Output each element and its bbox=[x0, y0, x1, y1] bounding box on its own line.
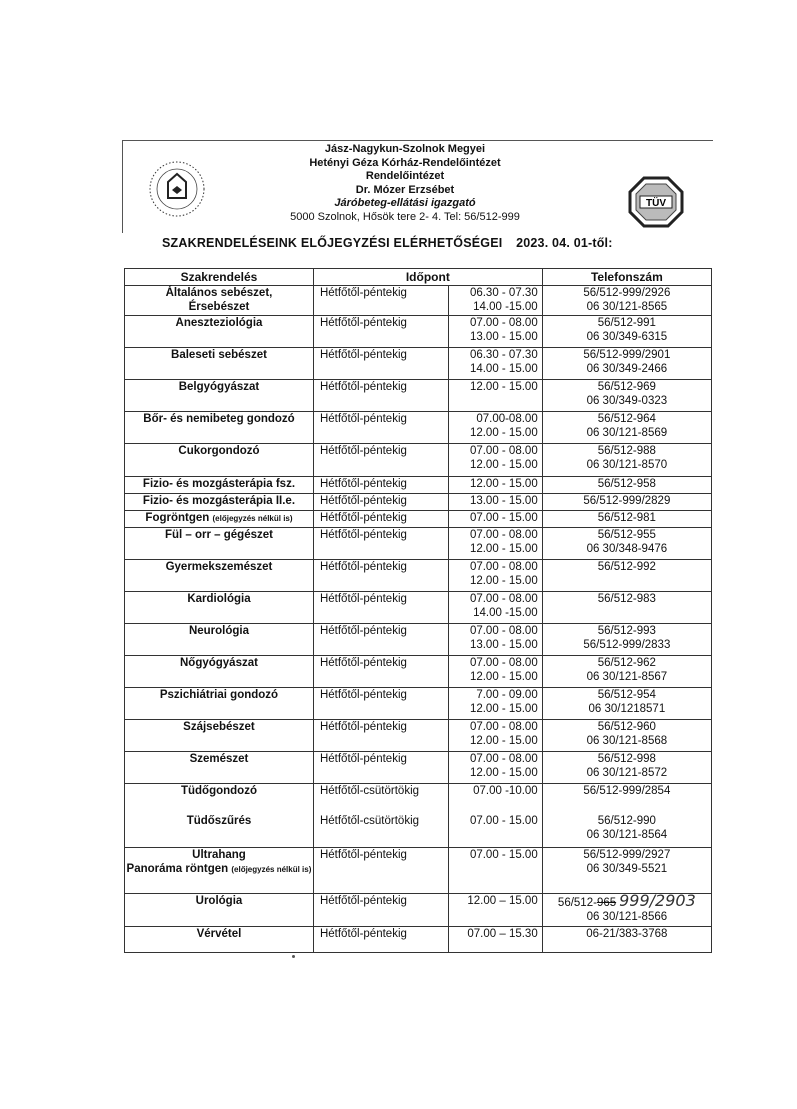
cell-line-h2: 13.00 - 15.00 bbox=[469, 639, 538, 651]
phone-prefix: 56/512- bbox=[557, 897, 597, 909]
table-row bbox=[125, 656, 712, 688]
cell-line-h1: 06.30 - 07.30 bbox=[469, 287, 538, 299]
phone-cell bbox=[542, 286, 711, 316]
phone-cell bbox=[542, 592, 711, 624]
hours-cell bbox=[449, 720, 543, 752]
cell-line-p1: 56/512-969 bbox=[597, 381, 656, 393]
phone-cell bbox=[542, 528, 711, 560]
cell-line-spec: Neurológia bbox=[188, 625, 249, 637]
hours-cell bbox=[449, 477, 543, 494]
institution-header bbox=[255, 143, 555, 224]
cell-line-h1: 12.00 - 15.00 bbox=[469, 381, 538, 393]
cell-line-spec: Nőgyógyászat bbox=[179, 657, 258, 669]
table-row bbox=[125, 848, 712, 894]
cell-line-p1: 56/512-954 bbox=[597, 689, 656, 701]
cell-line-h2: 12.00 - 15.00 bbox=[469, 459, 538, 471]
cell-line-p2: 06 30/349-5521 bbox=[586, 863, 668, 875]
cell-line-h1: 07.00 - 08.00 bbox=[469, 721, 538, 733]
cell-line-h1: 07.00 -10.00 bbox=[473, 785, 538, 797]
cell-line-days: Hétfőtől-péntekig bbox=[319, 495, 407, 507]
specialty-cell bbox=[125, 784, 314, 848]
cell-line-h2: 12.00 - 15.00 bbox=[469, 767, 538, 779]
specialty-second-name: Panoráma röntgen bbox=[126, 863, 229, 875]
specialty-cell bbox=[125, 560, 314, 592]
cell-line-h1: 06.30 - 07.30 bbox=[469, 349, 538, 361]
days-cell bbox=[313, 624, 448, 656]
cell-line-days: Hétfőtől-péntekig bbox=[319, 413, 407, 425]
hours-cell bbox=[449, 316, 543, 348]
specialty-cell bbox=[125, 720, 314, 752]
column-header-phone: Telefonszám bbox=[542, 269, 711, 286]
specialty-name: Fogröntgen bbox=[145, 512, 210, 524]
table-row bbox=[125, 286, 712, 316]
cell-line-p2: 06 30/349-6315 bbox=[586, 331, 668, 343]
phone-cell bbox=[542, 412, 711, 444]
cell-line-spec: Fizio- és mozgásterápia fsz. bbox=[142, 478, 296, 490]
phone-cell bbox=[542, 477, 711, 494]
column-header-specialty: Szakrendelés bbox=[125, 269, 314, 286]
phone-struck-digits: 965 bbox=[596, 897, 617, 909]
document-subtitle bbox=[162, 236, 613, 250]
cell-line-spec: Ultrahang bbox=[192, 849, 246, 861]
cell-line-h2: 14.00 - 15.00 bbox=[469, 363, 538, 375]
cell-line-h2: 12.00 - 15.00 bbox=[469, 703, 538, 715]
cell-line-p1: 56/512-999/2926 bbox=[583, 287, 671, 299]
hours-cell bbox=[449, 656, 543, 688]
phone-cell bbox=[542, 720, 711, 752]
cell-line-h1: 07.00 - 08.00 bbox=[469, 625, 538, 637]
tuv-logo-text: TÜV bbox=[646, 198, 666, 209]
cell-line-days: Hétfőtől-péntekig bbox=[319, 895, 407, 907]
cell-line-p1: 56/512-983 bbox=[597, 593, 656, 605]
cell-line-p2: 06 30/349-0323 bbox=[586, 395, 668, 407]
table-header-row bbox=[125, 269, 712, 286]
cell-line-spec: Bőr- és nemibeteg gondozó bbox=[143, 413, 295, 425]
hours-cell bbox=[449, 412, 543, 444]
stray-mark bbox=[292, 955, 295, 958]
cell-line-spec: Szájsebészet bbox=[183, 721, 255, 733]
cell-line-days: Hétfőtől-péntekig bbox=[319, 721, 407, 733]
cell-line-p2: 06 30/121-8570 bbox=[586, 459, 668, 471]
cell-line-p2: 56/512-990 bbox=[597, 815, 656, 827]
table-row bbox=[125, 477, 712, 494]
cell-line-days: Hétfőtől-péntekig bbox=[319, 317, 407, 329]
cell-line-p1: 06-21/383-3768 bbox=[586, 928, 668, 940]
phone-cell bbox=[542, 891, 711, 927]
specialty-cell bbox=[125, 477, 314, 494]
specialty-cell bbox=[125, 444, 314, 477]
cell-line-h1: 12.00 – 15.00 bbox=[467, 895, 538, 907]
hours-cell bbox=[449, 927, 543, 953]
cell-line-p1: 56/512-999/2829 bbox=[583, 495, 671, 507]
cell-line-spec2: Tüdőszűrés bbox=[186, 815, 252, 827]
table-row bbox=[125, 528, 712, 560]
cell-line-spec: Gyermekszemészet bbox=[165, 561, 273, 573]
cell-line-days: Hétfőtől-péntekig bbox=[319, 445, 407, 457]
cell-line-p2: 56/512-999/2833 bbox=[583, 639, 671, 651]
specialty-note: (előjegyzés nélkül is) bbox=[212, 514, 293, 523]
phone-cell bbox=[542, 624, 711, 656]
specialty-with-note bbox=[125, 511, 313, 526]
cell-line-days: Hétfőtől-péntekig bbox=[319, 657, 407, 669]
cell-line-h1: 13.00 - 15.00 bbox=[469, 495, 538, 507]
cell-line-p2: 06 30/348-9476 bbox=[586, 543, 668, 555]
specialty-cell bbox=[125, 752, 314, 784]
specialty-cell bbox=[125, 511, 314, 528]
cell-line-days: Hétfőtől-péntekig bbox=[319, 287, 407, 299]
cell-line-days: Hétfőtől-péntekig bbox=[319, 381, 407, 393]
schedule-table bbox=[124, 268, 712, 953]
days-cell bbox=[313, 927, 448, 953]
cell-line-h2: 13.00 - 15.00 bbox=[469, 331, 538, 343]
hours-cell bbox=[449, 592, 543, 624]
table-row bbox=[125, 688, 712, 720]
cell-line-p1: 56/512-981 bbox=[597, 512, 656, 524]
phone-cell bbox=[542, 316, 711, 348]
hours-cell bbox=[449, 511, 543, 528]
county-line: Jász-Nagykun-Szolnok Megyei bbox=[324, 143, 486, 155]
department-name: Rendelőintézet bbox=[365, 170, 445, 182]
cell-line-h1: 07.00 - 08.00 bbox=[469, 317, 538, 329]
cell-line-h2: 12.00 - 15.00 bbox=[469, 735, 538, 747]
table-row bbox=[125, 316, 712, 348]
cell-line-h1: 7.00 - 09.00 bbox=[476, 689, 538, 701]
specialty-cell bbox=[125, 316, 314, 348]
phone-cell bbox=[542, 752, 711, 784]
hours-cell bbox=[449, 624, 543, 656]
days-cell bbox=[313, 656, 448, 688]
specialty-cell bbox=[125, 494, 314, 511]
cell-line-p1: 56/512-960 bbox=[597, 721, 656, 733]
subtitle-date: 2023. 04. 01-től: bbox=[516, 236, 613, 250]
cell-line-h1: 07.00 - 15.00 bbox=[469, 512, 538, 524]
hours-cell bbox=[449, 688, 543, 720]
table-row bbox=[125, 784, 712, 848]
cell-line-p3: 06 30/121-8564 bbox=[586, 829, 668, 841]
cell-line-p1: 56/512-955 bbox=[597, 529, 656, 541]
specialty-cell bbox=[125, 688, 314, 720]
cell-line-spec: Cukorgondozó bbox=[178, 445, 260, 457]
cell-line-spec: Pszichiátriai gondozó bbox=[159, 689, 279, 701]
specialty-cell bbox=[125, 927, 314, 953]
cell-line-spec: Fizio- és mozgásterápia II.e. bbox=[142, 495, 296, 507]
table-row bbox=[125, 494, 712, 511]
days-cell bbox=[313, 348, 448, 380]
days-cell bbox=[313, 848, 448, 894]
hours-cell bbox=[449, 380, 543, 412]
cell-line-h1: 12.00 - 15.00 bbox=[469, 478, 538, 490]
cell-line-spec: Baleseti sebészet bbox=[171, 349, 267, 361]
cell-line-spec: Belgyógyászat bbox=[178, 381, 260, 393]
cell-line-days: Hétfőtől-péntekig bbox=[319, 689, 407, 701]
specialty-cell bbox=[125, 848, 314, 894]
hours-cell bbox=[449, 894, 543, 927]
phone-cell bbox=[542, 688, 711, 720]
phone-cell bbox=[542, 848, 711, 894]
cell-line-h1: 07.00 - 08.00 bbox=[469, 445, 538, 457]
table-row bbox=[125, 380, 712, 412]
cell-line-p1: 56/512-999/2854 bbox=[583, 785, 671, 797]
specialty-cell bbox=[125, 286, 314, 316]
cell-line-spec: Szemészet bbox=[189, 753, 249, 765]
cell-line-p1: 56/512-999/2901 bbox=[583, 349, 671, 361]
cell-line-h1: 07.00 - 08.00 bbox=[469, 593, 538, 605]
specialty-cell bbox=[125, 348, 314, 380]
cell-line-p1: 56/512-962 bbox=[597, 657, 656, 669]
table-row bbox=[125, 624, 712, 656]
hours-cell bbox=[449, 444, 543, 477]
phone-cell bbox=[542, 380, 711, 412]
column-header-time: Időpont bbox=[313, 269, 542, 286]
cell-line-h2: 12.00 - 15.00 bbox=[469, 427, 538, 439]
cell-line-days: Hétfőtől-péntekig bbox=[319, 529, 407, 541]
phone-cell bbox=[542, 444, 711, 477]
cell-line-h1: 07.00 - 08.00 bbox=[469, 529, 538, 541]
cell-line-h1: 07.00 - 08.00 bbox=[469, 657, 538, 669]
days-cell bbox=[313, 528, 448, 560]
cell-line-p1: 56/512-999/2927 bbox=[583, 849, 671, 861]
director-title: Járóbeteg-ellátási igazgató bbox=[334, 197, 476, 209]
table-row bbox=[125, 927, 712, 953]
days-cell bbox=[313, 592, 448, 624]
cell-line-days: Hétfőtől-csütörtökig bbox=[319, 785, 420, 797]
specialty-cell bbox=[125, 528, 314, 560]
cell-line-spec2: Érsebészet bbox=[188, 301, 250, 313]
specialty-cell bbox=[125, 894, 314, 927]
cell-line-days: Hétfőtől-péntekig bbox=[319, 753, 407, 765]
phone-cell bbox=[542, 560, 711, 592]
table-row bbox=[125, 592, 712, 624]
subtitle-text: SZAKRENDELÉSEINK ELŐJEGYZÉSI ELÉRHETŐSÉGEI bbox=[162, 236, 503, 250]
days-cell bbox=[313, 286, 448, 316]
cell-line-h1: 07.00 - 08.00 bbox=[469, 753, 538, 765]
cell-line-days: Hétfőtől-péntekig bbox=[319, 593, 407, 605]
cell-line-days: Hétfőtől-péntekig bbox=[319, 478, 407, 490]
phone-cell bbox=[542, 927, 711, 953]
cell-line-h1: 07.00 – 15.30 bbox=[467, 928, 538, 940]
table-row bbox=[125, 720, 712, 752]
hours-cell bbox=[449, 560, 543, 592]
cell-line-spec: Tüdőgondozó bbox=[180, 785, 257, 797]
cell-line-spec: Általános sebészet, bbox=[165, 287, 273, 299]
days-cell bbox=[313, 688, 448, 720]
cell-line-p2: 06 30/121-8567 bbox=[586, 671, 668, 683]
cell-line-h2: 12.00 - 15.00 bbox=[469, 575, 538, 587]
phone-cell bbox=[542, 784, 711, 848]
specialty-second-note: (előjegyzés nélkül is) bbox=[231, 865, 312, 874]
cell-line-p2: 06 30/1218571 bbox=[588, 703, 666, 715]
cell-line-p1: 56/512-991 bbox=[597, 317, 656, 329]
cell-line-p1: 56/512-958 bbox=[597, 478, 656, 490]
hours-cell bbox=[449, 286, 543, 316]
days-cell bbox=[313, 894, 448, 927]
cell-line-days: Hétfőtől-péntekig bbox=[319, 849, 407, 861]
hospital-name: Hetényi Géza Kórház-Rendelőintézet bbox=[309, 156, 501, 169]
cell-line-p2: 06 30/121-8565 bbox=[586, 301, 668, 313]
phone-cell bbox=[542, 494, 711, 511]
specialty-cell bbox=[125, 412, 314, 444]
cell-line-days: Hétfőtől-péntekig bbox=[319, 928, 407, 940]
cell-line-p1: 56/512-998 bbox=[597, 753, 656, 765]
cell-line-days: Hétfőtől-péntekig bbox=[319, 349, 407, 361]
hours-cell bbox=[449, 848, 543, 894]
days-cell bbox=[313, 720, 448, 752]
cell-line-spec: Vérvétel bbox=[196, 928, 242, 940]
hours-cell bbox=[449, 528, 543, 560]
phone-cell bbox=[542, 656, 711, 688]
cell-line-h1: 07.00-08.00 bbox=[476, 413, 538, 425]
specialty-cell bbox=[125, 656, 314, 688]
cell-line-h1: 07.00 - 15.00 bbox=[469, 849, 538, 861]
table-row bbox=[125, 894, 712, 927]
cell-line-p1: 56/512-988 bbox=[597, 445, 656, 457]
table-row bbox=[125, 752, 712, 784]
specialty-cell bbox=[125, 592, 314, 624]
hours-cell bbox=[449, 752, 543, 784]
days-cell bbox=[313, 316, 448, 348]
days-cell bbox=[313, 511, 448, 528]
cell-line-p1: 56/512-992 bbox=[597, 561, 656, 573]
cell-line-h2: 12.00 - 15.00 bbox=[469, 671, 538, 683]
cell-line-p2: 06 30/121-8568 bbox=[586, 735, 668, 747]
specialty-cell bbox=[125, 380, 314, 412]
days-cell bbox=[313, 412, 448, 444]
cell-line-p2: 06 30/349-2466 bbox=[586, 363, 668, 375]
cell-line-h1: 07.00 - 08.00 bbox=[469, 561, 538, 573]
phone-corrected bbox=[543, 891, 711, 910]
table-row bbox=[125, 560, 712, 592]
days-cell bbox=[313, 477, 448, 494]
hours-cell bbox=[449, 784, 543, 848]
days-cell bbox=[313, 784, 448, 848]
cell-line-spec: Aneszteziológia bbox=[175, 317, 263, 329]
cell-line-spec: Urológia bbox=[195, 895, 243, 907]
days-cell bbox=[313, 444, 448, 477]
cell-line-h2: 14.00 -15.00 bbox=[473, 301, 538, 313]
cell-line-p2: 06 30/121-8566 bbox=[586, 911, 668, 923]
phone-cell bbox=[542, 511, 711, 528]
cell-line-days2: Hétfőtől-csütörtökig bbox=[319, 815, 420, 827]
cell-line-h2: 12.00 - 15.00 bbox=[469, 543, 538, 555]
cell-line-spec: Fül – orr – gégészet bbox=[164, 529, 273, 541]
cell-line-p2: 06 30/121-8569 bbox=[586, 427, 668, 439]
days-cell bbox=[313, 494, 448, 511]
director-name: Dr. Mózer Erzsébet bbox=[355, 183, 455, 196]
specialty-cell bbox=[125, 624, 314, 656]
table-row bbox=[125, 511, 712, 528]
cell-line-days: Hétfőtől-péntekig bbox=[319, 512, 407, 524]
tuv-certification-logo bbox=[628, 176, 684, 228]
hospital-logo bbox=[148, 160, 206, 218]
cell-line-p2: 06 30/121-8572 bbox=[586, 767, 668, 779]
days-cell bbox=[313, 752, 448, 784]
table-row bbox=[125, 348, 712, 380]
cell-line-days: Hétfőtől-péntekig bbox=[319, 561, 407, 573]
cell-line-spec: Kardiológia bbox=[187, 593, 251, 605]
cell-line-p1: 56/512-993 bbox=[597, 625, 656, 637]
hours-cell bbox=[449, 494, 543, 511]
address-line: 5000 Szolnok, Hősök tere 2- 4. Tel: 56/512-999 bbox=[290, 210, 520, 223]
cell-line-days: Hétfőtől-péntekig bbox=[319, 625, 407, 637]
hours-cell bbox=[449, 348, 543, 380]
cell-line-h2: 07.00 - 15.00 bbox=[469, 815, 538, 827]
phone-cell bbox=[542, 348, 711, 380]
days-cell bbox=[313, 380, 448, 412]
table-row bbox=[125, 444, 712, 477]
specialty-second-with-note bbox=[125, 862, 313, 877]
cell-line-p1: 56/512-964 bbox=[597, 413, 656, 425]
handwritten-correction: 999/2903 bbox=[619, 891, 696, 910]
days-cell bbox=[313, 560, 448, 592]
cell-line-h2: 14.00 -15.00 bbox=[473, 607, 538, 619]
table-row bbox=[125, 412, 712, 444]
